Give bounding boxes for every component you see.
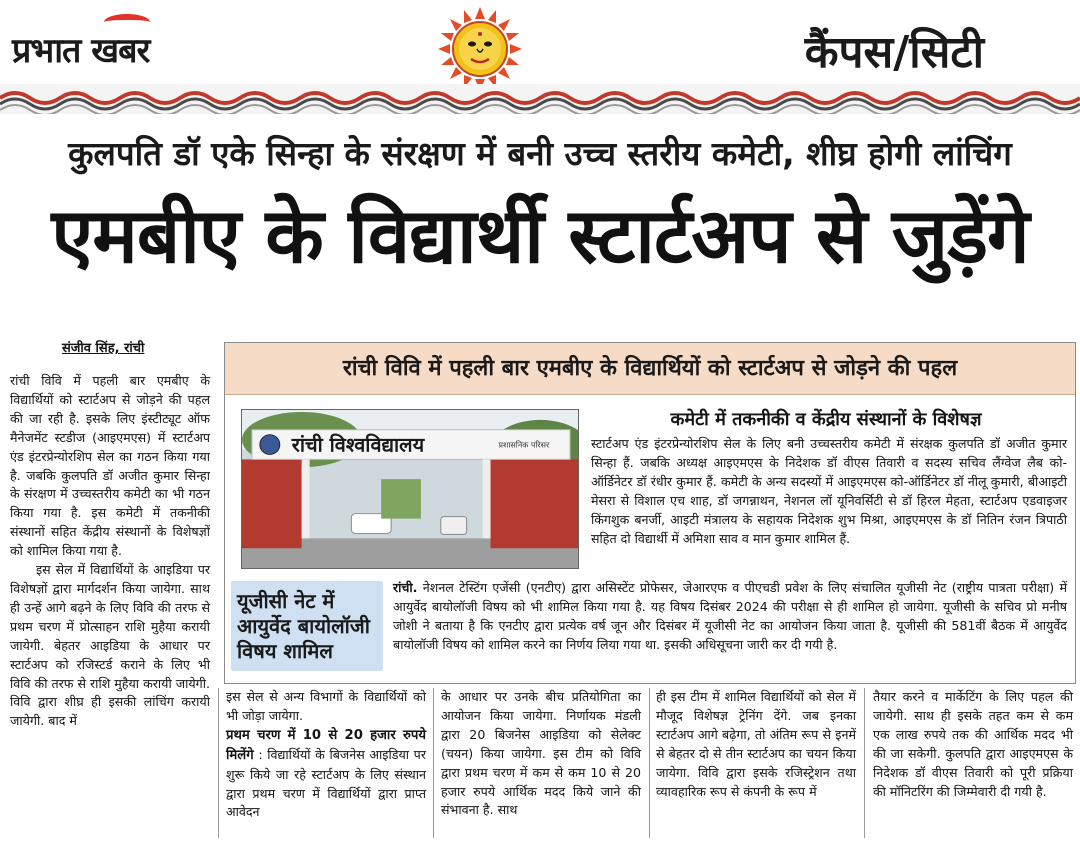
ugc-subheading: यूजीसी नेट में आयुर्वेद बायोलॉजी विषय शामिल [231,581,383,671]
newspaper-brand: प्रभात खबर [12,31,150,71]
article-column-1 [10,372,210,731]
column-divider [433,688,434,838]
article-paragraph: ही इस टीम में शामिल विद्यार्थियों को सेल में मौजूद विशेषज्ञ ट्रेनिंग देंगे. जब इनका स्टार्टअप आगे बढ़ेगा, तो अंतिम रूप से इनमें से बेहतर दो से तीन स्टार्टअप का चयन किया जायेगा. विवि द्वारा इसके रजिस्ट्रेशन तथा व्यावहारिक रूप से कंपनी के रूप में [656,689,856,799]
feature-box-heading: रांची विवि में पहली बार एमबीए के विद्यार्थियों को स्टार्टअप से जोड़ने की पहल [225,343,1075,395]
article-subhead: प्रथम चरण में 10 से 20 हजार रुपये मिलेंगे [226,727,426,763]
university-gate-photo [241,409,579,569]
article-column-3 [441,688,641,820]
gate-sign-side-text: प्रशासनिक परिसर [498,440,550,450]
ugc-text [393,579,1067,655]
article-paragraph: तैयार करने व मार्केटिंग के लिए पहल की जायेगी. साथ ही इसके तहत कम से कम एक लाख रुपये तक की आर्थिक मदद भी की जा सकेगी. कुलपति द्वारा आइएमएस के निदेशक डॉ वीएस तिवारी को पूरी प्रक्रिया की मॉनिटरिंग की जिम्मेवारी दी गयी है. [873,689,1073,799]
decorative-wave-band [0,84,1080,114]
committee-text: स्टार्टअप एंड इंटरप्रेन्योरशिप सेल के लिए बनी उच्चस्तरीय कमेटी में संरक्षक कुलपति डॉ अजीत कुमार सिन्हा हैं. जबकि अध्यक्ष आइएमएस के निदेशक डॉ वीएस तिवारी व सदस्य सचिव लैंग्वेज लैब को-ऑर्डिनेटर डॉ रंधीर कुमार हैं. कमेटी के अन्य सदस्यों में आइएमएस को-ऑर्डिनेटर डॉ नीलू कुमारी, बीआइटी मेसरा से विशाल एच शाह, डॉ जगन्नाथन, नेशनल लॉ यूनिवर्सिटी से डॉ हिरल मेहता, स्टार्टअप एडवाइजर किंगशुक बनर्जी, आइटी मंत्रालय के सहायक निदेशक शुभ मिश्रा, आइएमएस के डॉ नितिन रंजन त्रिपाठी सहित दो विद्यार्थी में अमिशा साव व मान कुमार शामिल हैं. [591,436,1067,546]
article-paragraph: इस सेल से अन्य विभागों के विद्यार्थियों को भी जोड़ा जायेगा. [226,689,426,723]
column-divider [864,688,865,838]
article-paragraph: रांची विवि में पहली बार एमबीए के विद्यार्थियों को स्टार्टअप से जोड़ने की पहल की जा रही है. इसके लिए इंस्टीट्यूट ऑफ मैनेजमेंट स्टडीज (आइएमएस) में स्टार्टअप एंड इंटरप्रेन्योरशिप सेल का गठन किया गया है. जबकि कुलपति डॉ अजीत कुमार सिन्हा के संरक्षण में उच्चस्तरीय कमेटी का भी गठन किया गया है. इस कमेटी में तकनीकी संस्थानों सहित केंद्रीय संस्थानों के विशेषज्ञों को शामिल किया गया है. [10,373,210,559]
article-kicker: कुलपति डॉ एके सिन्हा के संरक्षण में बनी उच्च स्तरीय कमेटी, शीघ्र होगी लांचिंग [68,134,1012,173]
article-paragraph: के आधार पर उनके बीच प्रतियोगिता का आयोजन किया जायेगा. निर्णायक मंडली द्वारा 20 बिजनेस आइडिया को सेलेक्ट (चयन) किया जायेगा. इस टीम को विवि द्वारा प्रथम चरण में कम से कम 10 से 20 हजार रुपये आर्थिक मदद किये जाने की संभावना है. साथ [441,689,641,818]
column-divider [649,688,650,838]
article-headline: एमबीए के विद्यार्थी स्टार्टअप से जुड़ेंगे [51,191,1029,280]
column-divider [218,688,219,838]
ugc-dateline: रांची. [393,580,418,595]
gate-sign-text: रांची विश्वविद्यालय [291,433,425,457]
article-byline: संजीव सिंह, रांची [62,341,145,356]
article-column-2 [226,688,426,822]
article-column-5 [873,688,1073,801]
article-column-4 [656,688,856,801]
sun-face-icon [434,6,526,92]
section-title: कैंपस/सिटी [804,27,984,78]
feature-box [224,342,1076,684]
ugc-body: नेशनल टेस्टिंग एजेंसी (एनटीए) द्वारा असिस्टेंट प्रोफेसर, जेआरएफ व पीएचडी प्रवेश के लिए संचालित यूजीसी नेट (राष्ट्रीय पात्रता परीक्षा) में आयुर्वेद बायोलॉजी विषय को भी शामिल किया गया है. यह विषय दिसंबर 2024 की परीक्षा से ही शामिल हो जायेगा. यूजीसी के सचिव प्रो मनीष जोशी ने बताया है कि एनटीए द्वारा प्रत्येक वर्ष जून और दिसंबर में यूजीसी नेट का आयोजन किया जाता है. यूजीसी की 581वीं बैठक में आयुर्वेद बायोलॉजी विषय को शामिल करने का निर्णय लिया गया था. इसकी अधिसूचना जारी कर दी गयी है. [393,580,1068,652]
masthead [0,0,1080,92]
article-paragraph: इस सेल में विद्यार्थियों के आइडिया पर विशेषज्ञों द्वारा मार्गदर्शन किया जायेगा. साथ ही उन्हें आगे बढ़ने के लिए विवि की तरफ से प्रथम चरण में प्रोत्साहन राशि मुहैया करायी जायेगी. बेहतर आइडिया के आधार पर स्टार्टअप को रजिस्टर्ड कराने के लिए भी विवि की तरफ से राशि मुहैया करायी जायेगी. विवि द्वारा शीघ्र ही इसकी लांचिंग करायी जायेगी. बाद में [10,562,210,729]
committee-title: कमेटी में तकनीकी व केंद्रीय संस्थानों के विशेषज्ञ [670,409,982,430]
article-paragraph: : विद्यार्थियों के बिजनेस आइडिया पर शुरू किये जा रहे स्टार्टअप के लिए संस्थान द्वारा प्रथम चरण में विद्यार्थियों द्वारा प्राप्त आवेदन [226,746,426,820]
